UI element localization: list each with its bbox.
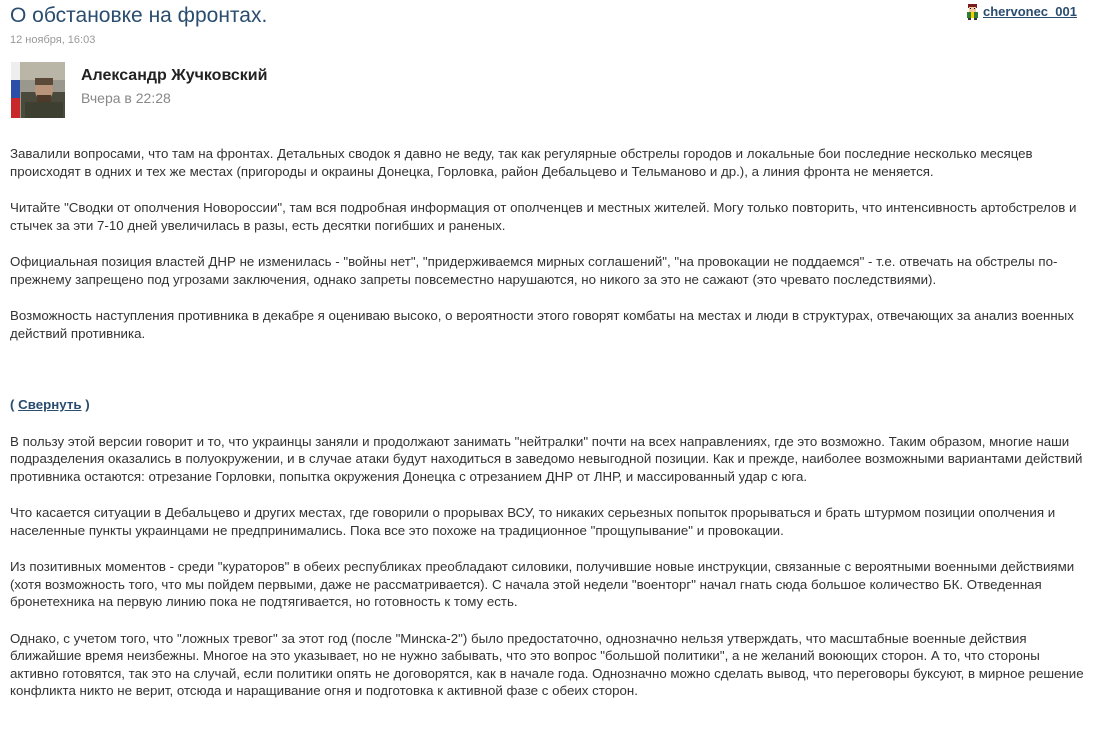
post-paragraph: Официальная позиция властей ДНР не изменилась - "войны нет", "придерживаемся мирных соглашений", "на провокации не поддаемся" - т.е. отвечать на обстрелы по-прежнему запрещено под угрозами заключения, однако запреты повсеместно нарушаются, но никого за это не сажают (это чревато последствиями). [10,254,1058,287]
expanded-paragraph: Однако, с учетом того, что "ложных тревог" за этот год (после "Минска-2") было предостаточно, однозначно нельзя утверждать, что масштабные военные действия ближайшие время неизбежны. Многое на это указывает, но не нужно забывать, что это вопрос "большой политики", а не желаний воюющих сторон. А то, что стороны активно готовятся, так это на случай, если политики опять не договорятся, как в начале года. Однозначно можно сделать вывод, что переговоры буксуют, в мирное решение конфликта никто не верит, отсюда и наращивание огня и подготовка к активной фазе с обеих сторон. [10,630,1084,698]
expanded-paragraph: В пользу этой версии говорит и то, что украинцы заняли и продолжают занимать "нейтралки" почти на всех направлениях, где это возможно. Таким образом, многие наши подразделения оказались в полуокружении, и в случае атаки будут находиться в заведомо невыгодной позиции. Как и прежде, наиболее возможными вариантами действий противника остаются: отрезание Горловки, попытка окружения Донецка с отрезанием ДНР от ЛНР, и массированный удар с юга. [10,433,1083,484]
collapse-link[interactable]: Свернуть [18,397,82,412]
expanded-section [10,396,1090,719]
collapse-open-paren: ( [10,397,19,412]
collapse-close-paren: ) [81,397,90,412]
collapse-toggle [10,396,1090,414]
expanded-paragraph: Из позитивных моментов - среди "кураторов" в обеих республиках преобладают силовики, получившие новые инструкции, связанные с вероятными военными действиями (хотя возможность того, что мы пойдем первыми, даже не рассматривается). С начала этой недели "военторг" начал гнать сюда большое количество БК. Отведенная бронетехника на первую линию пока не подтягивается, но готовность к тому есть. [10,559,1075,609]
post-title: О обстановке на фронтах. [10,4,268,27]
author-avatar[interactable] [11,62,65,118]
post-paragraph: Возможность наступления противника в декабре я оцениваю высоко, о вероятности этого говорят комбаты на местах и люди в структурах, отвечающих за анализ военных действий противника. [10,308,1074,341]
post-paragraph: Завалили вопросами, что там на фронтах. Детальных сводок я давно не веду, так как регулярные обстрелы городов и локальные бои последние несколько месяцев происходят в одних и тех же местах (пригороды и окраины Донецка, Горловка, район Дебальцево и Тельманово и др.), а линия фронта не меняется. [10,146,1033,179]
username-link[interactable]: chervonec_001 [983,3,1077,19]
post-date: 12 ноября, 16:03 [10,34,96,46]
user-icon [964,3,981,20]
user-badge[interactable] [964,2,1077,20]
post-paragraph: Читайте "Сводки от ополчения Новороссии", там вся подробная информация от ополченцев и местных жителей. Могу только повторить, что интенсивность артобстрелов и стычек за эти 7-10 дней увеличилась в разы, есть десятки погибших и раненых. [10,200,1077,233]
author-time: Вчера в 22:28 [81,90,171,106]
author-name[interactable]: Александр Жучковский [81,67,268,84]
expanded-paragraph: Что касается ситуации в Дебальцево и других местах, где говорили о прорывах ВСУ, то никаких серьезных попыток прорываться и брать штурмом позиции ополчения и населенные пункты украинцами не предпринимались. Пока все это похоже на традиционное "прощупывание" и провокации. [10,505,1056,538]
post-body [10,145,1090,361]
